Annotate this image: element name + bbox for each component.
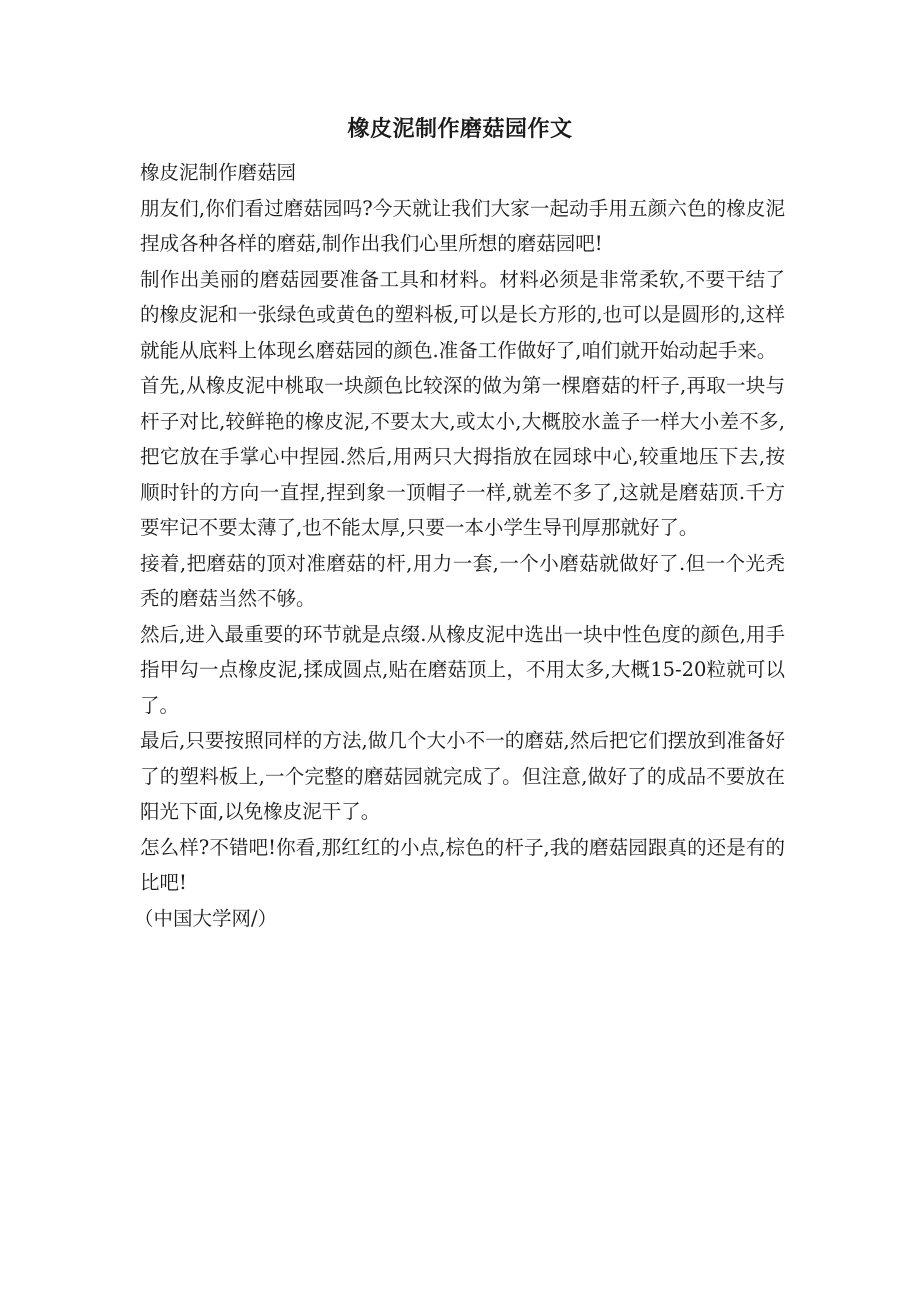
intro-paragraph: 朋友们,你们看过磨菇园吗?今天就让我们大家一起动手用五颜六色的橡皮泥捏成各种各样的磨菇,制作出我们心里所想的磨菇园吧! [140, 196, 785, 255]
step-last-paragraph: 最后,只要按照同样的方法,做几个大小不一的磨菇,然后把它们摆放到准备好了的塑料板上,一个完整的磨菇园就完成了。但注意,做好了的成品不要放在阳光下面,以免橡皮泥干了。 [140, 729, 785, 823]
closing-paragraph: 怎么样?不错吧!你看,那红红的小点,棕色的杆子,我的磨菇园跟真的还是有的比吧! [140, 835, 785, 894]
document-title: 橡皮泥制作磨菇园作文 [347, 116, 573, 142]
step-next-paragraph: 接着,把磨菇的顶对准磨菇的杆,用力一套,一个小磨菇就做好了.但一个光秃秃的磨菇当然不够。 [140, 551, 785, 610]
subtitle-paragraph: 橡皮泥制作磨菇园 [140, 161, 297, 184]
materials-paragraph: 制作出美丽的磨菇园要准备工具和材料。材料必须是非常柔软,不要干结了的橡皮泥和一张绿色或黄色的塑料板,可以是长方形的,也可以是圆形的,这样就能从底料上体现幺磨菇园的颜色.准备工作做好了,咱们就开始动起手来。 [140, 267, 785, 362]
document-body [134, 155, 785, 936]
step-then-paragraph: 然后,进入最重要的环节就是点缀.从橡皮泥中选出一块中性色度的颜色,用手指甲勾一点橡皮泥,揉成圆点,贴在磨菇顶上，不用太多,大概15-20粒就可以了。 [140, 622, 785, 717]
step-first-paragraph: 首先,从橡皮泥中桃取一块颜色比较深的做为第一棵磨菇的杆子,再取一块与杆子对比,较鲜艳的橡皮泥,不要太大,或太小,大概胶水盖子一样大小差不多,把它放在手掌心中捏园.然后,用两只大拇指放在园球中心,较重地压下去,按顺时针的方向一直捏,捏到象一顶帽子一样,就差不多了,这就是磨菇顶.千方要牢记不要太薄了,也不能太厚,只要一本小学生导刊厚那就好了。 [140, 374, 785, 539]
source-note: （中国大学网/） [134, 906, 278, 930]
